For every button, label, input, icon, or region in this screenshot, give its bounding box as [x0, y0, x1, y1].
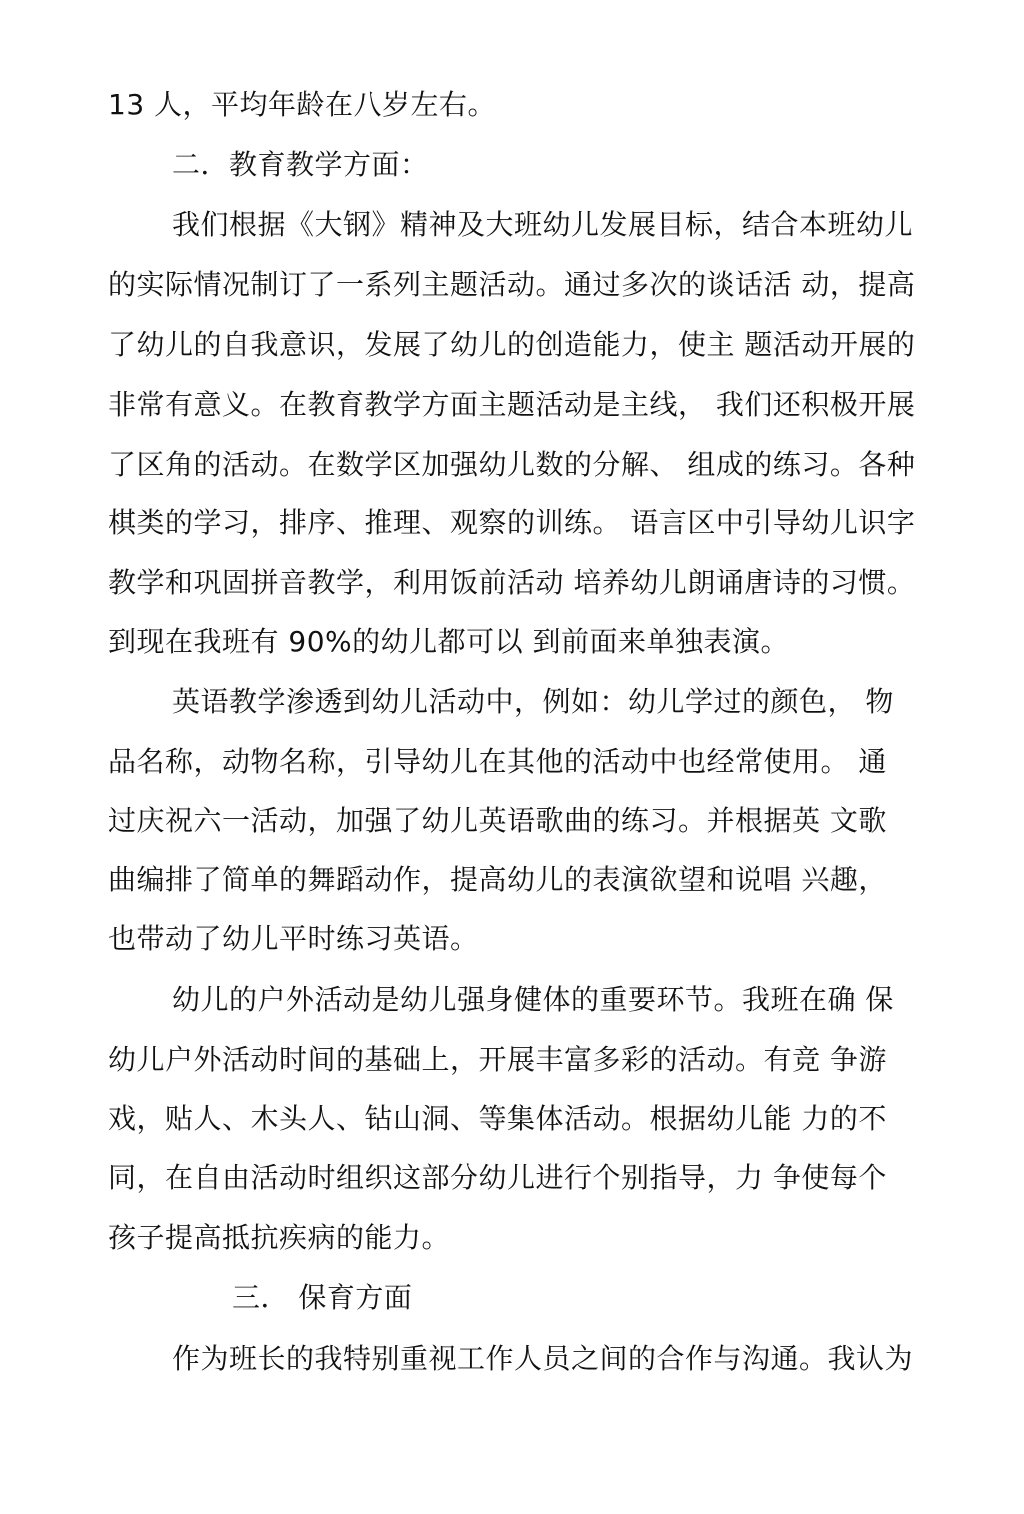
text-line-20: 孩子提高抵抗疾病的能力。	[108, 1221, 451, 1254]
text-line-19: 同，在自由活动时组织这部分幼儿进行个别指导，力 争使每个	[108, 1161, 887, 1194]
text-line-9: 教学和巩固拼音教学，利用饭前活动 培养幼儿朗诵唐诗的习惯。	[108, 566, 916, 599]
text-line-8: 棋类的学习，排序、推理、观察的训练。 语言区中引导幼儿识字	[108, 506, 916, 539]
text-line-15: 也带动了幼儿平时练习英语。	[108, 922, 479, 955]
text-line-3: 我们根据《大钢》精神及大班幼儿发展目标，结合本班幼儿	[172, 208, 914, 241]
text-line-4: 的实际情况制订了一系列主题活动。通过多次的谈话活 动，提高	[108, 268, 916, 301]
text-line-7: 了区角的活动。在数学区加强幼儿数的分解、 组成的练习。各种	[108, 448, 916, 481]
text-line-1: 13 人，平均年龄在八岁左右。	[108, 88, 497, 121]
text-line-17: 幼儿户外活动时间的基础上，开展丰富多彩的活动。有竞 争游	[108, 1043, 887, 1076]
section-heading-care: 三． 保育方面	[232, 1281, 413, 1314]
text-line-13: 过庆祝六一活动，加强了幼儿英语歌曲的练习。并根据英 文歌	[108, 804, 887, 837]
section-heading-education: 二．教育教学方面：	[172, 148, 429, 181]
text-line-12: 品名称，动物名称，引导幼儿在其他的活动中也经常使用。 通	[108, 745, 887, 778]
text-line-16: 幼儿的户外活动是幼儿强身健体的重要环节。我班在确 保	[172, 983, 894, 1016]
text-line-22: 作为班长的我特别重视工作人员之间的合作与沟通。我认为	[172, 1342, 914, 1375]
text-line-14: 曲编排了简单的舞蹈动作，提高幼儿的表演欲望和说唱 兴趣，	[108, 863, 887, 896]
text-line-6: 非常有意义。在教育教学方面主题活动是主线， 我们还积极开展	[108, 388, 916, 421]
text-line-18: 戏，贴人、木头人、钻山洞、等集体活动。根据幼儿能 力的不	[108, 1102, 887, 1135]
text-line-11: 英语教学渗透到幼儿活动中，例如：幼儿学过的颜色， 物	[172, 685, 894, 718]
text-line-5: 了幼儿的自我意识，发展了幼儿的创造能力，使主 题活动开展的	[108, 328, 916, 361]
text-line-10: 到现在我班有 90%的幼儿都可以 到前面来单独表演。	[108, 625, 790, 658]
